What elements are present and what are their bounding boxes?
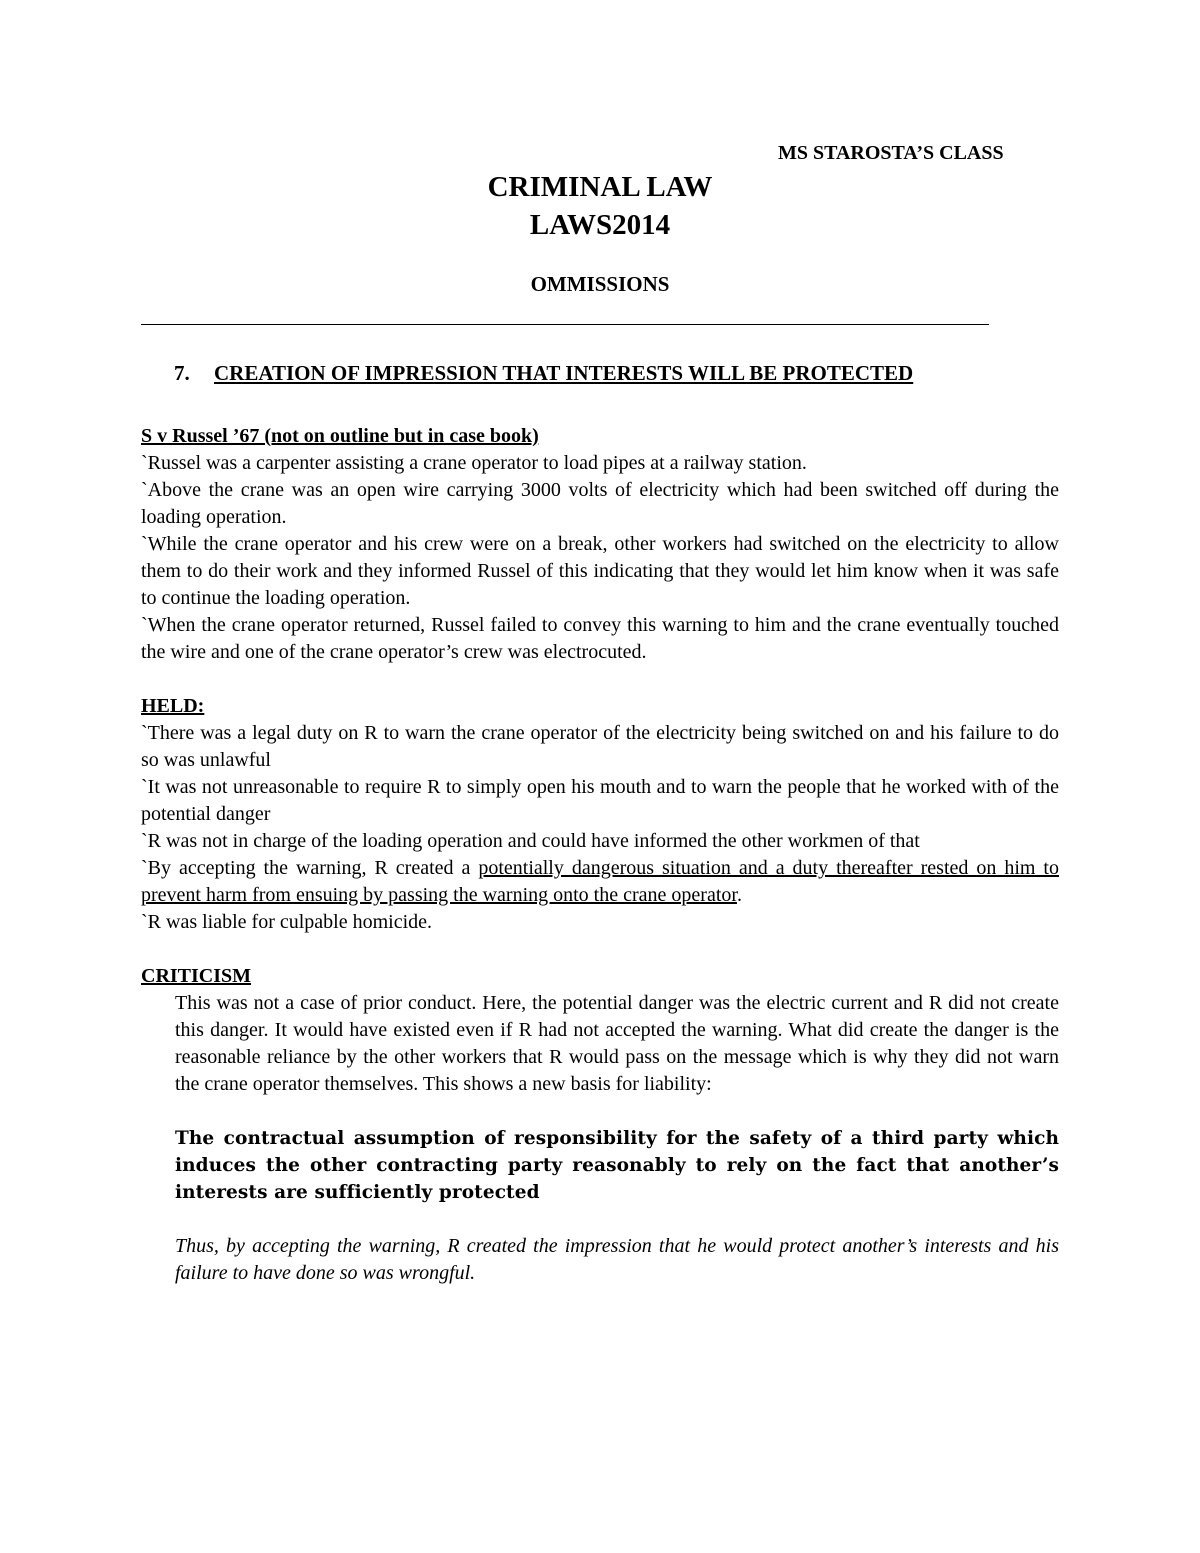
topic-heading: OMMISSIONS xyxy=(530,272,670,296)
held-point: `There was a legal duty on R to warn the crane operator of the electricity being switched on and his failure to do so was unlawful xyxy=(141,722,1059,771)
accepting-prefix: `By accepting the warning, R created a xyxy=(141,857,479,879)
held-point-accepting xyxy=(141,855,1059,909)
case-fact: `Russel was a carpenter assisting a crane operator to load pipes at a railway station. xyxy=(141,452,807,474)
principle-statement: The contractual assumption of responsibility for the safety of a third party which induces the other contracting party reasonably to rely on the fact that another’s interests are sufficiently protected xyxy=(175,1128,1059,1203)
course-code: LAWS2014 xyxy=(529,209,671,241)
case-heading: S v Russel ’67 (not on outline but in case book) xyxy=(141,425,539,447)
horizontal-rule xyxy=(141,324,989,325)
held-heading: HELD: xyxy=(141,695,205,717)
document-body xyxy=(141,423,1059,1287)
criticism-paragraph: This was not a case of prior conduct. Here, the potential danger was the electric current and R did not create this danger. It would have existed even if R had not accepted the warning. What did create the danger is the reasonable reliance by the other workers that R would pass on the message which is why they did not warn the crane operator themselves. This shows a new basis for liability: xyxy=(175,992,1059,1095)
case-fact: `While the crane operator and his crew were on a break, other workers had switched on the electricity to allow them to do their work and they informed Russel of this indicating that they would let him know when it was safe to continue the loading operation. xyxy=(141,533,1059,609)
accepting-suffix: . xyxy=(736,884,742,906)
class-label: MS STAROSTA’S CLASS xyxy=(778,142,1004,164)
case-fact: `Above the crane was an open wire carrying 3000 volts of electricity which had been switched off during the loading operation. xyxy=(141,479,1059,528)
held-point: `R was liable for culpable homicide. xyxy=(141,911,433,933)
held-point: `It was not unreasonable to require R to simply open his mouth and to warn the people that he worked with of the potential danger xyxy=(141,776,1059,825)
accepting-underlined: potentially dangerous situation and a duty thereafter rested on him to prevent harm from ensuing by passing the warning onto the crane operator xyxy=(141,857,1059,906)
spacer xyxy=(141,936,1059,963)
criticism-heading: CRITICISM xyxy=(141,965,252,987)
section-title: CREATION OF IMPRESSION THAT INTERESTS WILL BE PROTECTED xyxy=(214,361,914,385)
held-point: `R was not in charge of the loading operation and could have informed the other workmen of that xyxy=(141,830,920,852)
conclusion-statement: Thus, by accepting the warning, R created the impression that he would protect another’s interests and his failure to have done so was wrongful. xyxy=(175,1235,1059,1284)
case-fact: `When the crane operator returned, Russel failed to convey this warning to him and the crane eventually touched the wire and one of the crane operator’s crew was electrocuted. xyxy=(141,614,1059,663)
section-number: 7. xyxy=(174,361,190,385)
spacer xyxy=(141,1206,1059,1233)
document-title: CRIMINAL LAW xyxy=(487,171,713,203)
section-heading xyxy=(174,361,913,386)
spacer xyxy=(141,666,1059,693)
spacer xyxy=(141,1098,1059,1125)
